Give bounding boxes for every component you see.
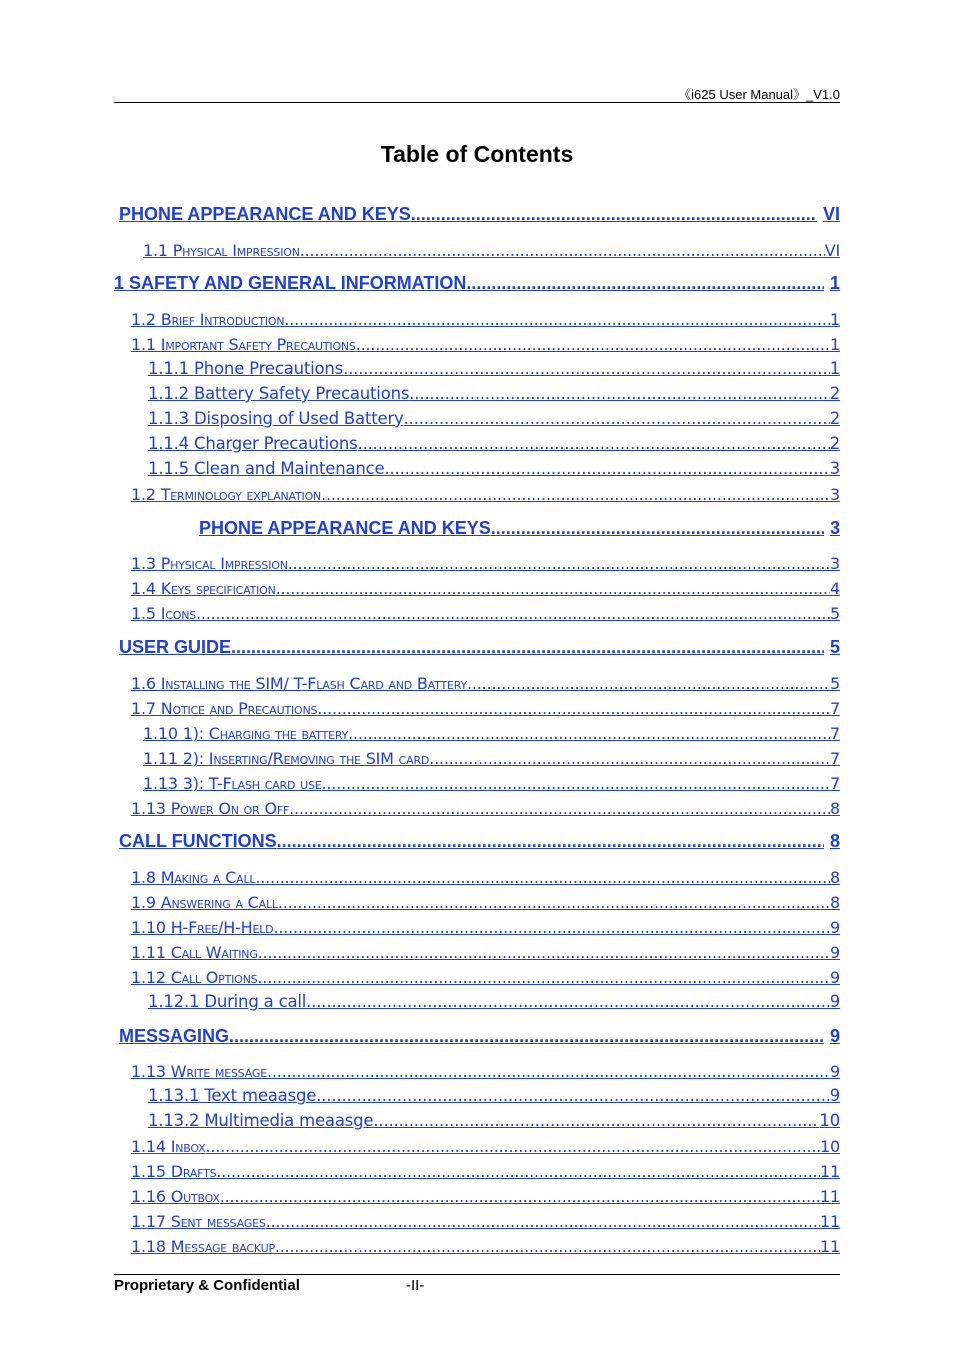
- toc-entry-text: 1 SAFETY AND GENERAL INFORMATION: [114, 273, 467, 293]
- toc-entry-clean-and-maintenance[interactable]: [114, 459, 840, 478]
- toc-entry-making-a-call[interactable]: [114, 868, 840, 887]
- toc-leader-dots: [258, 943, 830, 962]
- toc-entry-keys-specification[interactable]: [114, 579, 840, 598]
- footer-divider: [114, 1274, 840, 1275]
- toc-page-number: 8: [830, 893, 840, 912]
- toc-page-number: 9: [829, 1026, 840, 1046]
- toc-page-number: 7: [830, 699, 840, 718]
- toc-entry-message-backup[interactable]: [114, 1237, 840, 1256]
- toc-page-number: 5: [829, 637, 840, 657]
- toc-entry-text: 1.8 Making a Call: [131, 868, 256, 887]
- toc-leader-dots: [196, 604, 830, 623]
- toc-leader-dots: [343, 359, 830, 378]
- toc-entry-call-options[interactable]: [114, 968, 840, 987]
- toc-entry-text: 1.1.3 Disposing of Used Battery: [148, 409, 404, 428]
- toc-page-number: 10: [819, 1111, 840, 1130]
- toc-entry-text: 1.1.1 Phone Precautions: [148, 359, 344, 378]
- toc-entry-text: USER GUIDE: [119, 637, 232, 657]
- toc-entry-drafts[interactable]: [114, 1162, 840, 1181]
- toc-page-number: 10: [820, 1137, 840, 1156]
- toc-page-number: 3: [829, 518, 840, 538]
- toc-page-number: 9: [830, 1062, 840, 1081]
- toc-leader-dots: [231, 637, 824, 658]
- toc-entry-text: 1.12.1 During a call: [148, 992, 307, 1011]
- toc-entry-text: PHONE APPEARANCE AND KEYS: [199, 518, 491, 538]
- toc-entry-text: 1.9 Answering a Call: [131, 893, 278, 912]
- toc-leader-dots: [277, 831, 824, 852]
- toc-entry-text: 1.17 Sent messages: [131, 1212, 266, 1231]
- page-title: Table of Contents: [380, 141, 574, 167]
- toc-entry-text: MESSAGING: [119, 1026, 230, 1046]
- toc-entry-phone-appearance-and-keys-2[interactable]: [114, 518, 840, 539]
- toc-leader-dots: [278, 893, 830, 912]
- toc-leader-dots: [321, 485, 830, 504]
- toc-leader-dots: [300, 241, 825, 260]
- toc-entry-messaging[interactable]: [114, 1026, 840, 1047]
- toc-entry-battery-safety-precautions[interactable]: [114, 384, 840, 403]
- toc-leader-dots: [255, 868, 830, 887]
- toc-leader-dots: [267, 1062, 830, 1081]
- toc-entry-call-waiting[interactable]: [114, 943, 840, 962]
- toc-leader-dots: [306, 992, 830, 1011]
- toc-entry-text: 1.6 Installing the SIM/ T-Flash Card and Battery: [131, 674, 468, 693]
- toc-leader-dots: [466, 273, 824, 294]
- toc-page-number: 9: [829, 992, 840, 1011]
- toc-entry-text: 1.15 Drafts: [131, 1162, 217, 1181]
- toc-entry-t-flash-card-use[interactable]: [114, 774, 840, 793]
- toc-leader-dots: [275, 1237, 820, 1256]
- toc-entry-brief-introduction[interactable]: [114, 310, 840, 329]
- toc-leader-dots: [491, 518, 824, 539]
- toc-leader-dots: [409, 384, 829, 403]
- toc-entry-charging-the-battery[interactable]: [114, 724, 840, 743]
- toc-entry-user-guide[interactable]: [114, 637, 840, 658]
- toc-leader-dots: [358, 434, 830, 453]
- footer-confidentiality-note: Proprietary & Confidential: [114, 1277, 300, 1294]
- toc-entry-answering-a-call[interactable]: [114, 893, 840, 912]
- toc-entry-text: 1.7 Notice and Precautions: [131, 699, 318, 718]
- toc-entry-text: 1.13.2 Multimedia meaasge: [148, 1111, 374, 1130]
- toc-leader-dots: [348, 724, 830, 743]
- toc-leader-dots: [284, 310, 830, 329]
- toc-entry-text: 1.11 Call Waiting: [131, 943, 258, 962]
- toc-entry-text-message[interactable]: [114, 1086, 840, 1105]
- toc-leader-dots: [229, 1026, 824, 1047]
- toc-entry-text: 1.1 Important Safety Precautions: [131, 335, 356, 354]
- toc-page-number: 7: [830, 724, 840, 743]
- toc-leader-dots: [288, 554, 830, 573]
- toc-entry-text: 1.4 Keys specification: [131, 579, 276, 598]
- toc-entry-text: 1.5 Icons: [131, 604, 196, 623]
- toc-page-number: 1: [830, 310, 840, 329]
- toc-entry-icons[interactable]: [114, 604, 840, 623]
- toc-entry-text: 1.1.5 Clean and Maintenance: [148, 459, 385, 478]
- toc-entry-text: 1.1 Physical Impression: [143, 241, 300, 260]
- header-divider: [114, 102, 840, 103]
- toc-leader-dots: [467, 674, 830, 693]
- toc-entry-text: 1.13 Write message: [131, 1062, 267, 1081]
- toc-entry-during-a-call[interactable]: [114, 992, 840, 1011]
- toc-entry-disposing-of-used-battery[interactable]: [114, 409, 840, 428]
- toc-page-number: 5: [830, 674, 840, 693]
- toc-entry-text: 1.16 Outbox: [131, 1187, 220, 1206]
- toc-page-number: 11: [820, 1187, 840, 1206]
- toc-page-number: 11: [820, 1212, 840, 1231]
- toc-entry-installing-sim-and-battery[interactable]: [114, 674, 840, 693]
- toc-entry-text: 1.1.4 Charger Precautions: [148, 434, 358, 453]
- toc-entry-text: 1.13 3): T-Flash card use: [143, 774, 322, 793]
- toc-entry-text: 1.12 Call Options: [131, 968, 258, 987]
- toc-leader-dots: [316, 1086, 829, 1105]
- toc-entry-text: PHONE APPEARANCE AND KEYS: [119, 204, 411, 224]
- toc-entry-power-on-or-off[interactable]: [114, 799, 840, 818]
- toc-entry-text: 1.2 Brief Introduction: [131, 310, 285, 329]
- toc-leader-dots: [384, 459, 829, 478]
- toc-page-number: 2: [829, 434, 840, 453]
- toc-page-number: 5: [830, 604, 840, 623]
- toc-entry-text: CALL FUNCTIONS: [119, 831, 277, 851]
- toc-page-number: 9: [829, 1086, 840, 1105]
- footer-page-number: -II-: [406, 1277, 425, 1294]
- toc-page-number: 8: [830, 799, 840, 818]
- toc-leader-dots: [317, 699, 830, 718]
- toc-page-number: VI: [822, 204, 840, 224]
- toc-leader-dots: [429, 749, 830, 768]
- running-header: 《i625 User Manual》_V1.0: [678, 87, 840, 102]
- toc-leader-dots: [322, 774, 830, 793]
- toc-entry-inserting-removing-sim[interactable]: [114, 749, 840, 768]
- toc-entry-physical-impression[interactable]: [114, 241, 840, 260]
- toc-leader-dots: [404, 409, 830, 428]
- toc-entry-text: 1.1.2 Battery Safety Precautions: [148, 384, 410, 403]
- toc-page-number: 8: [829, 831, 840, 851]
- toc-entry-physical-impression-2[interactable]: [114, 554, 840, 573]
- toc-entry-text: 1.2 Terminology explanation: [131, 485, 322, 504]
- toc-page-number: 3: [830, 485, 840, 504]
- toc-entry-call-functions[interactable]: [114, 831, 840, 852]
- toc-entry-text: 1.13 Power On or Off: [131, 799, 290, 818]
- toc-entry-outbox[interactable]: [114, 1187, 840, 1206]
- toc-page-number: 1: [830, 335, 840, 354]
- toc-entry-write-message[interactable]: [114, 1062, 840, 1081]
- toc-page-number: VI: [824, 241, 840, 260]
- toc-leader-dots: [206, 1137, 821, 1156]
- toc-entry-safety-and-general-information[interactable]: [114, 273, 840, 294]
- toc-page-number: 7: [830, 774, 840, 793]
- toc-entry-terminology-explanation[interactable]: [114, 485, 840, 504]
- toc-page-number: 4: [830, 579, 840, 598]
- toc-page-number: 9: [830, 943, 840, 962]
- toc-page-number: 1: [829, 359, 840, 378]
- toc-entry-text: 1.10 1): Charging the battery: [143, 724, 349, 743]
- toc-page-number: 9: [830, 968, 840, 987]
- toc-entry-notice-and-precautions[interactable]: [114, 699, 840, 718]
- toc-leader-dots: [289, 799, 830, 818]
- toc-entry-text: 1.10 H-Free/H-Held: [131, 918, 274, 937]
- toc-entry-text: 1.3 Physical Impression: [131, 554, 288, 573]
- toc-page-number: 1: [829, 273, 840, 293]
- toc-page-number: 7: [830, 749, 840, 768]
- toc-entry-text: 1.14 Inbox: [131, 1137, 206, 1156]
- toc-entry-text: 1.18 Message backup: [131, 1237, 275, 1256]
- toc-page-number: 2: [829, 384, 840, 403]
- toc-leader-dots: [220, 1187, 820, 1206]
- toc-page-number: 11: [820, 1162, 840, 1181]
- toc-entry-phone-precautions[interactable]: [114, 359, 840, 378]
- toc-page-number: 3: [830, 554, 840, 573]
- toc-entry-charger-precautions[interactable]: [114, 434, 840, 453]
- toc-leader-dots: [273, 918, 830, 937]
- toc-entry-text: 1.11 2): Inserting/Removing the SIM card: [143, 749, 430, 768]
- toc-leader-dots: [257, 968, 830, 987]
- toc-leader-dots: [411, 204, 817, 225]
- toc-entry-text: 1.13.1 Text meaasge: [148, 1086, 317, 1105]
- toc-leader-dots: [373, 1111, 819, 1130]
- toc-entry-important-safety-precautions[interactable]: [114, 335, 840, 354]
- toc-page-number: 11: [820, 1237, 840, 1256]
- toc-leader-dots: [216, 1162, 820, 1181]
- toc-entry-multimedia-message[interactable]: [114, 1111, 840, 1130]
- toc-page-number: 8: [830, 868, 840, 887]
- toc-leader-dots: [276, 579, 830, 598]
- toc-entry-phone-appearance-and-keys[interactable]: [114, 204, 840, 225]
- toc-page-number: 2: [829, 409, 840, 428]
- toc-entry-h-free-h-held[interactable]: [114, 918, 840, 937]
- toc-leader-dots: [356, 335, 830, 354]
- toc-page-number: 3: [829, 459, 840, 478]
- toc-leader-dots: [266, 1212, 820, 1231]
- toc-entry-sent-messages[interactable]: [114, 1212, 840, 1231]
- toc-page-number: 9: [830, 918, 840, 937]
- toc-entry-inbox[interactable]: [114, 1137, 840, 1156]
